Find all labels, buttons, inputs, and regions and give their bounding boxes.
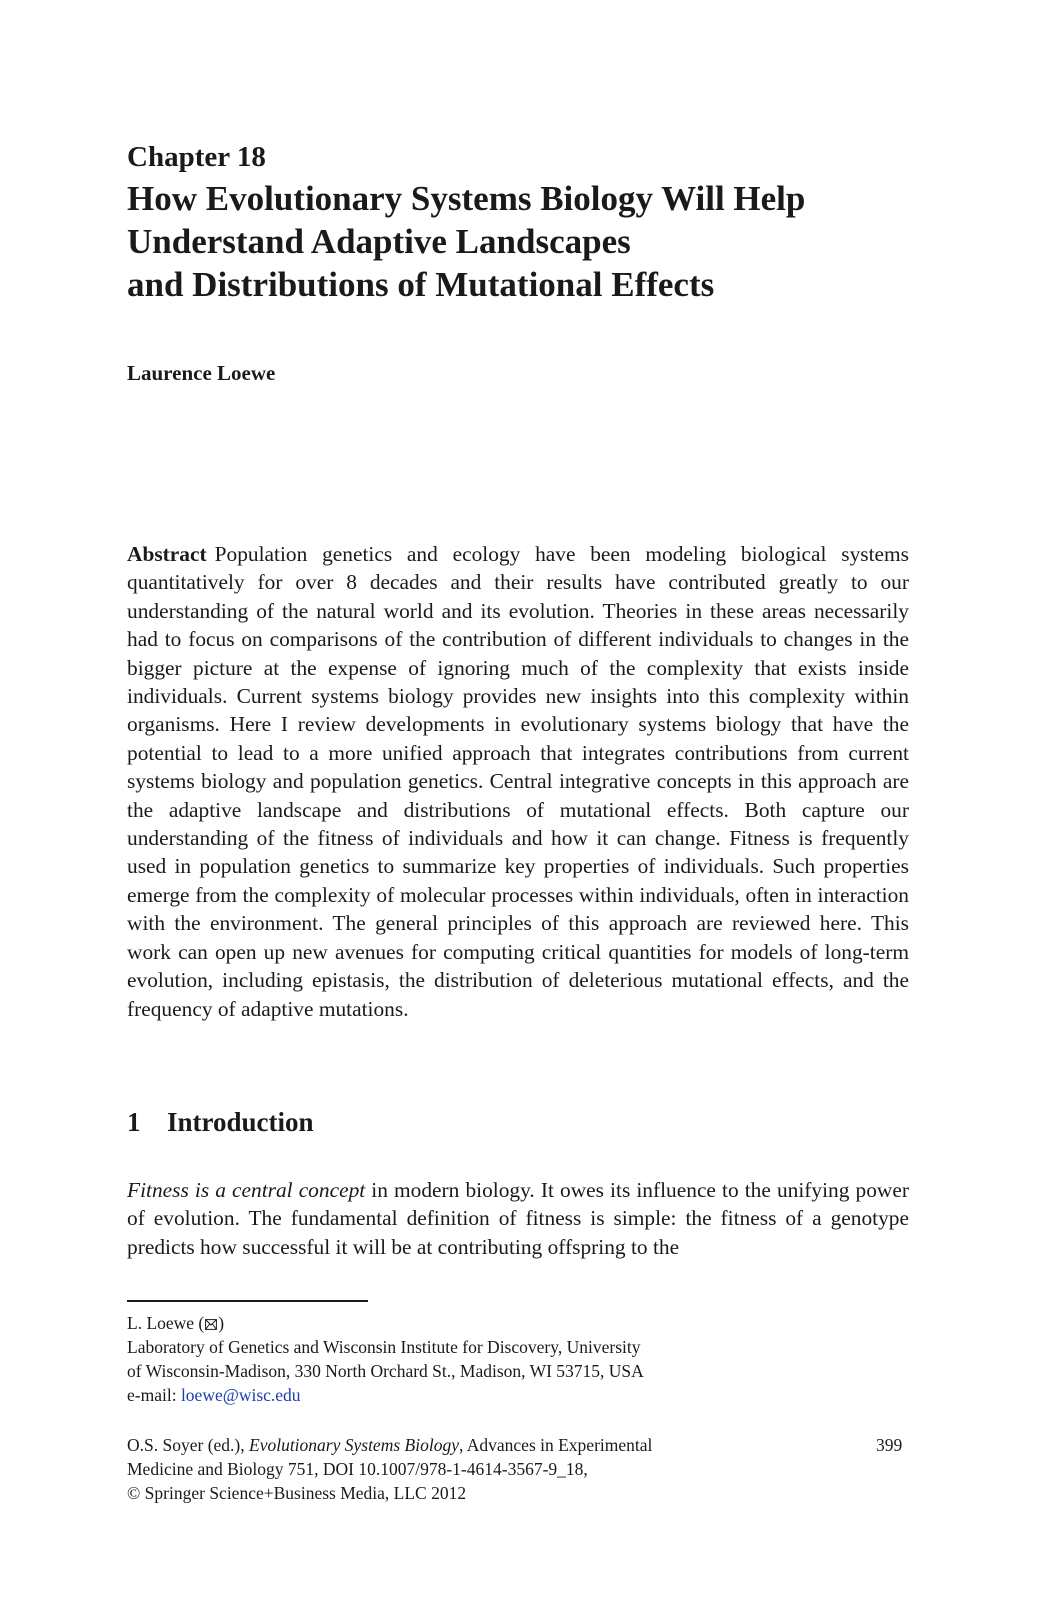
author-name: Laurence Loewe xyxy=(127,361,276,385)
intro-italic-lead: Fitness is a central concept xyxy=(127,1178,366,1202)
chapter-label: Chapter 18 xyxy=(127,141,266,173)
affiliation-name-line xyxy=(127,1311,887,1335)
intro-text: in modern biology. It owes its influence to the unifying power of evolution. The fundamental definition of fitness is simple: the fitness of a genotype predicts how successful it will be at contributing offspring to the xyxy=(127,1178,909,1259)
introduction-paragraph xyxy=(127,1176,909,1261)
footnote-divider xyxy=(127,1300,368,1302)
email-label: e-mail: xyxy=(127,1385,181,1405)
citation-editor: O.S. Soyer (ed.), xyxy=(127,1435,249,1455)
email-link[interactable]: loewe@wisc.edu xyxy=(180,1385,301,1405)
abstract-paragraph xyxy=(127,540,909,1023)
chapter-title-line-3: and Distributions of Mutational Effects xyxy=(127,265,715,304)
abstract-label: Abstract xyxy=(127,542,207,566)
affiliation-line-1: Laboratory of Genetics and Wisconsin Institute for Discovery, University xyxy=(127,1337,641,1357)
page-number: 399 xyxy=(876,1435,903,1455)
email-line xyxy=(127,1383,887,1407)
affiliation-name-suffix: ) xyxy=(218,1313,225,1333)
abstract-text: Population genetics and ecology have been modeling biological systems quantitatively for over 8 decades and their results have contributed greatly to our understanding of the natural world and its evolution. Theories in these areas necessarily had to focus on comparisons of the contribution of different individuals to changes in the bigger picture at the expense of ignoring much of the complexity that exists inside individuals. Current systems biology provides new insights into this complexity within organisms. Here I review developments in evolutionary systems biology that have the potential to lead to a more unified approach that integrates contributions from current systems biology and population genetics. Central integrative concepts in this approach are the adaptive landscape and distributions of mutational effects. Both capture our understanding of the fitness of individuals and how it can change. Fitness is frequently used in population genetics to summarize key properties of individuals. Such properties emerge from the complexity of molecular processes within individuals, often in interaction with the environment. The general principles of this approach are reviewed here. This work can open up new avenues for computing critical quantities for models of long-term evolution, including epistasis, the distribution of deleterious mutational effects, and the frequency of adaptive mutations. xyxy=(127,542,909,1021)
citation-line-2: Medicine and Biology 751, DOI 10.1007/978-1-4614-3567-9_18, xyxy=(127,1459,588,1479)
chapter-title xyxy=(127,177,947,306)
section-number: 1 xyxy=(127,1107,141,1137)
envelope-icon xyxy=(205,1319,217,1330)
section-heading-introduction xyxy=(127,1104,314,1140)
citation-line-3: © Springer Science+Business Media, LLC 2012 xyxy=(127,1483,467,1503)
chapter-title-line-2: Understand Adaptive Landscapes xyxy=(127,222,631,261)
section-title: Introduction xyxy=(167,1107,314,1137)
citation-line-1 xyxy=(127,1433,887,1457)
citation-book-title: Evolutionary Systems Biology xyxy=(249,1435,459,1455)
affiliation-line-2: of Wisconsin-Madison, 330 North Orchard St., Madison, WI 53715, USA xyxy=(127,1361,644,1381)
chapter-title-line-1: How Evolutionary Systems Biology Will Help xyxy=(127,179,806,218)
citation-series: , Advances in Experimental xyxy=(458,1435,653,1455)
citation-footer xyxy=(127,1433,887,1505)
affiliation-name: L. Loewe ( xyxy=(127,1313,205,1333)
author-affiliation xyxy=(127,1311,887,1407)
